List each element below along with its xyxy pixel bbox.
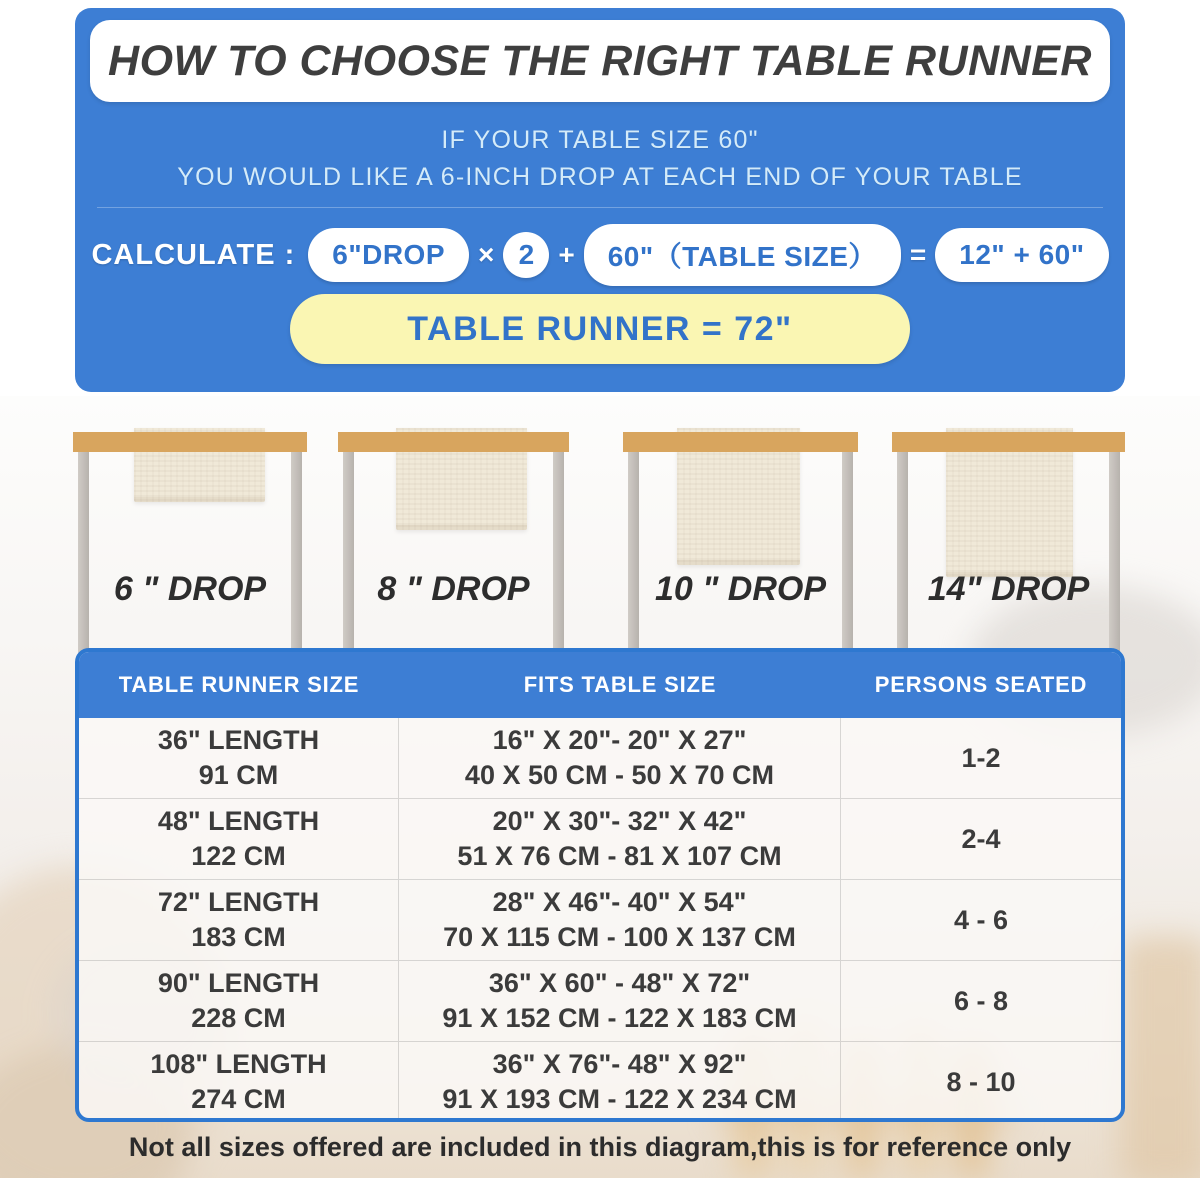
persons-seated: 4 - 6 xyxy=(953,904,1009,935)
sum-pill: 12" + 60" xyxy=(935,228,1108,282)
subtitle-line-2: YOU WOULD LIKE A 6-INCH DROP AT EACH END OF YOUR TABLE xyxy=(177,163,1023,191)
tabletop xyxy=(338,432,569,452)
calculation-row xyxy=(75,224,1125,286)
runner-size-in: 108" LENGTH xyxy=(150,1049,327,1079)
tabletop xyxy=(73,432,307,452)
persons-seated: 8 - 10 xyxy=(946,1066,1016,1097)
fits-size-cm: 91 X 193 CM - 122 X 234 CM xyxy=(442,1084,797,1114)
subtitle-line-1: IF YOUR TABLE SIZE 60" xyxy=(441,126,759,154)
drop-illustration-6 xyxy=(73,420,307,662)
drop-illustration-10 xyxy=(623,420,858,662)
title-banner xyxy=(90,20,1110,102)
table-size-pill: 60"（TABLE SIZE） xyxy=(584,224,901,286)
table-row xyxy=(79,718,1121,798)
table-leg xyxy=(553,452,564,660)
table-leg xyxy=(628,452,639,660)
drop-label: 14" DROP xyxy=(927,570,1090,608)
persons-seated: 2-4 xyxy=(961,823,1001,854)
size-chart-header xyxy=(79,652,1121,718)
drop-label: 10 " DROP xyxy=(654,570,827,608)
runner-size-in: 36" LENGTH xyxy=(157,725,320,755)
drop-pill: 6"DROP xyxy=(308,228,469,282)
persons-seated: 6 - 8 xyxy=(953,985,1009,1016)
runner-size-in: 48" LENGTH xyxy=(157,806,320,836)
table-leg xyxy=(78,452,89,660)
runner-size-cm: 274 CM xyxy=(191,1084,286,1114)
fits-size-in: 28" X 46"- 40" X 54" xyxy=(492,887,747,917)
drop-label: 8 " DROP xyxy=(377,570,530,608)
table-leg xyxy=(343,452,354,660)
runner-size-in: 90" LENGTH xyxy=(157,968,320,998)
fits-size-in: 20" X 30"- 32" X 42" xyxy=(492,806,747,836)
persons-seated: 1-2 xyxy=(961,742,1001,773)
table-leg xyxy=(842,452,853,660)
fits-size-in: 36" X 60" - 48" X 72" xyxy=(488,968,751,998)
calculate-label: CALCULATE : xyxy=(91,238,296,271)
divider xyxy=(97,207,1103,208)
page-title: HOW TO CHOOSE THE RIGHT TABLE RUNNER xyxy=(108,36,1092,85)
instruction-card xyxy=(75,8,1125,392)
plus-sign: + xyxy=(558,239,575,270)
equals-sign: = xyxy=(909,239,927,270)
table-row xyxy=(79,1041,1121,1122)
table-row xyxy=(79,879,1121,960)
table-row xyxy=(79,798,1121,879)
size-chart-body xyxy=(79,718,1121,1122)
multiply-sign: × xyxy=(478,239,495,270)
runner-size-cm: 228 CM xyxy=(191,1003,286,1033)
fits-size-cm: 91 X 152 CM - 122 X 183 CM xyxy=(442,1003,797,1033)
multiplier-badge: 2 xyxy=(503,232,549,278)
drop-illustration-8 xyxy=(338,420,569,662)
column-header-runner-size: TABLE RUNNER SIZE xyxy=(118,672,360,697)
runner-result-text: TABLE RUNNER = 72" xyxy=(407,309,793,348)
runner-size-cm: 122 CM xyxy=(191,841,286,871)
table-row xyxy=(79,960,1121,1041)
fits-size-in: 36" X 76"- 48" X 92" xyxy=(492,1049,747,1079)
column-header-fits-table: FITS TABLE SIZE xyxy=(523,672,717,697)
fits-size-in: 16" X 20"- 20" X 27" xyxy=(492,725,747,755)
result-banner xyxy=(290,294,910,364)
drop-label: 6 " DROP xyxy=(113,570,267,608)
disclaimer-note: Not all sizes offered are included in this diagram,this is for reference only xyxy=(128,1132,1072,1162)
fits-size-cm: 51 X 76 CM - 81 X 107 CM xyxy=(457,841,782,871)
runner-size-in: 72" LENGTH xyxy=(157,887,320,917)
fits-size-cm: 40 X 50 CM - 50 X 70 CM xyxy=(464,760,775,790)
column-header-persons: PERSONS SEATED xyxy=(874,672,1088,697)
drop-illustration-14 xyxy=(892,420,1125,662)
size-chart xyxy=(75,648,1125,1122)
tabletop xyxy=(623,432,858,452)
table-leg xyxy=(897,452,908,660)
table-leg xyxy=(1109,452,1120,660)
fits-size-cm: 70 X 115 CM - 100 X 137 CM xyxy=(443,922,796,952)
runner-size-cm: 91 CM xyxy=(198,760,279,790)
table-leg xyxy=(291,452,302,660)
runner-size-cm: 183 CM xyxy=(191,922,286,952)
tabletop xyxy=(892,432,1125,452)
